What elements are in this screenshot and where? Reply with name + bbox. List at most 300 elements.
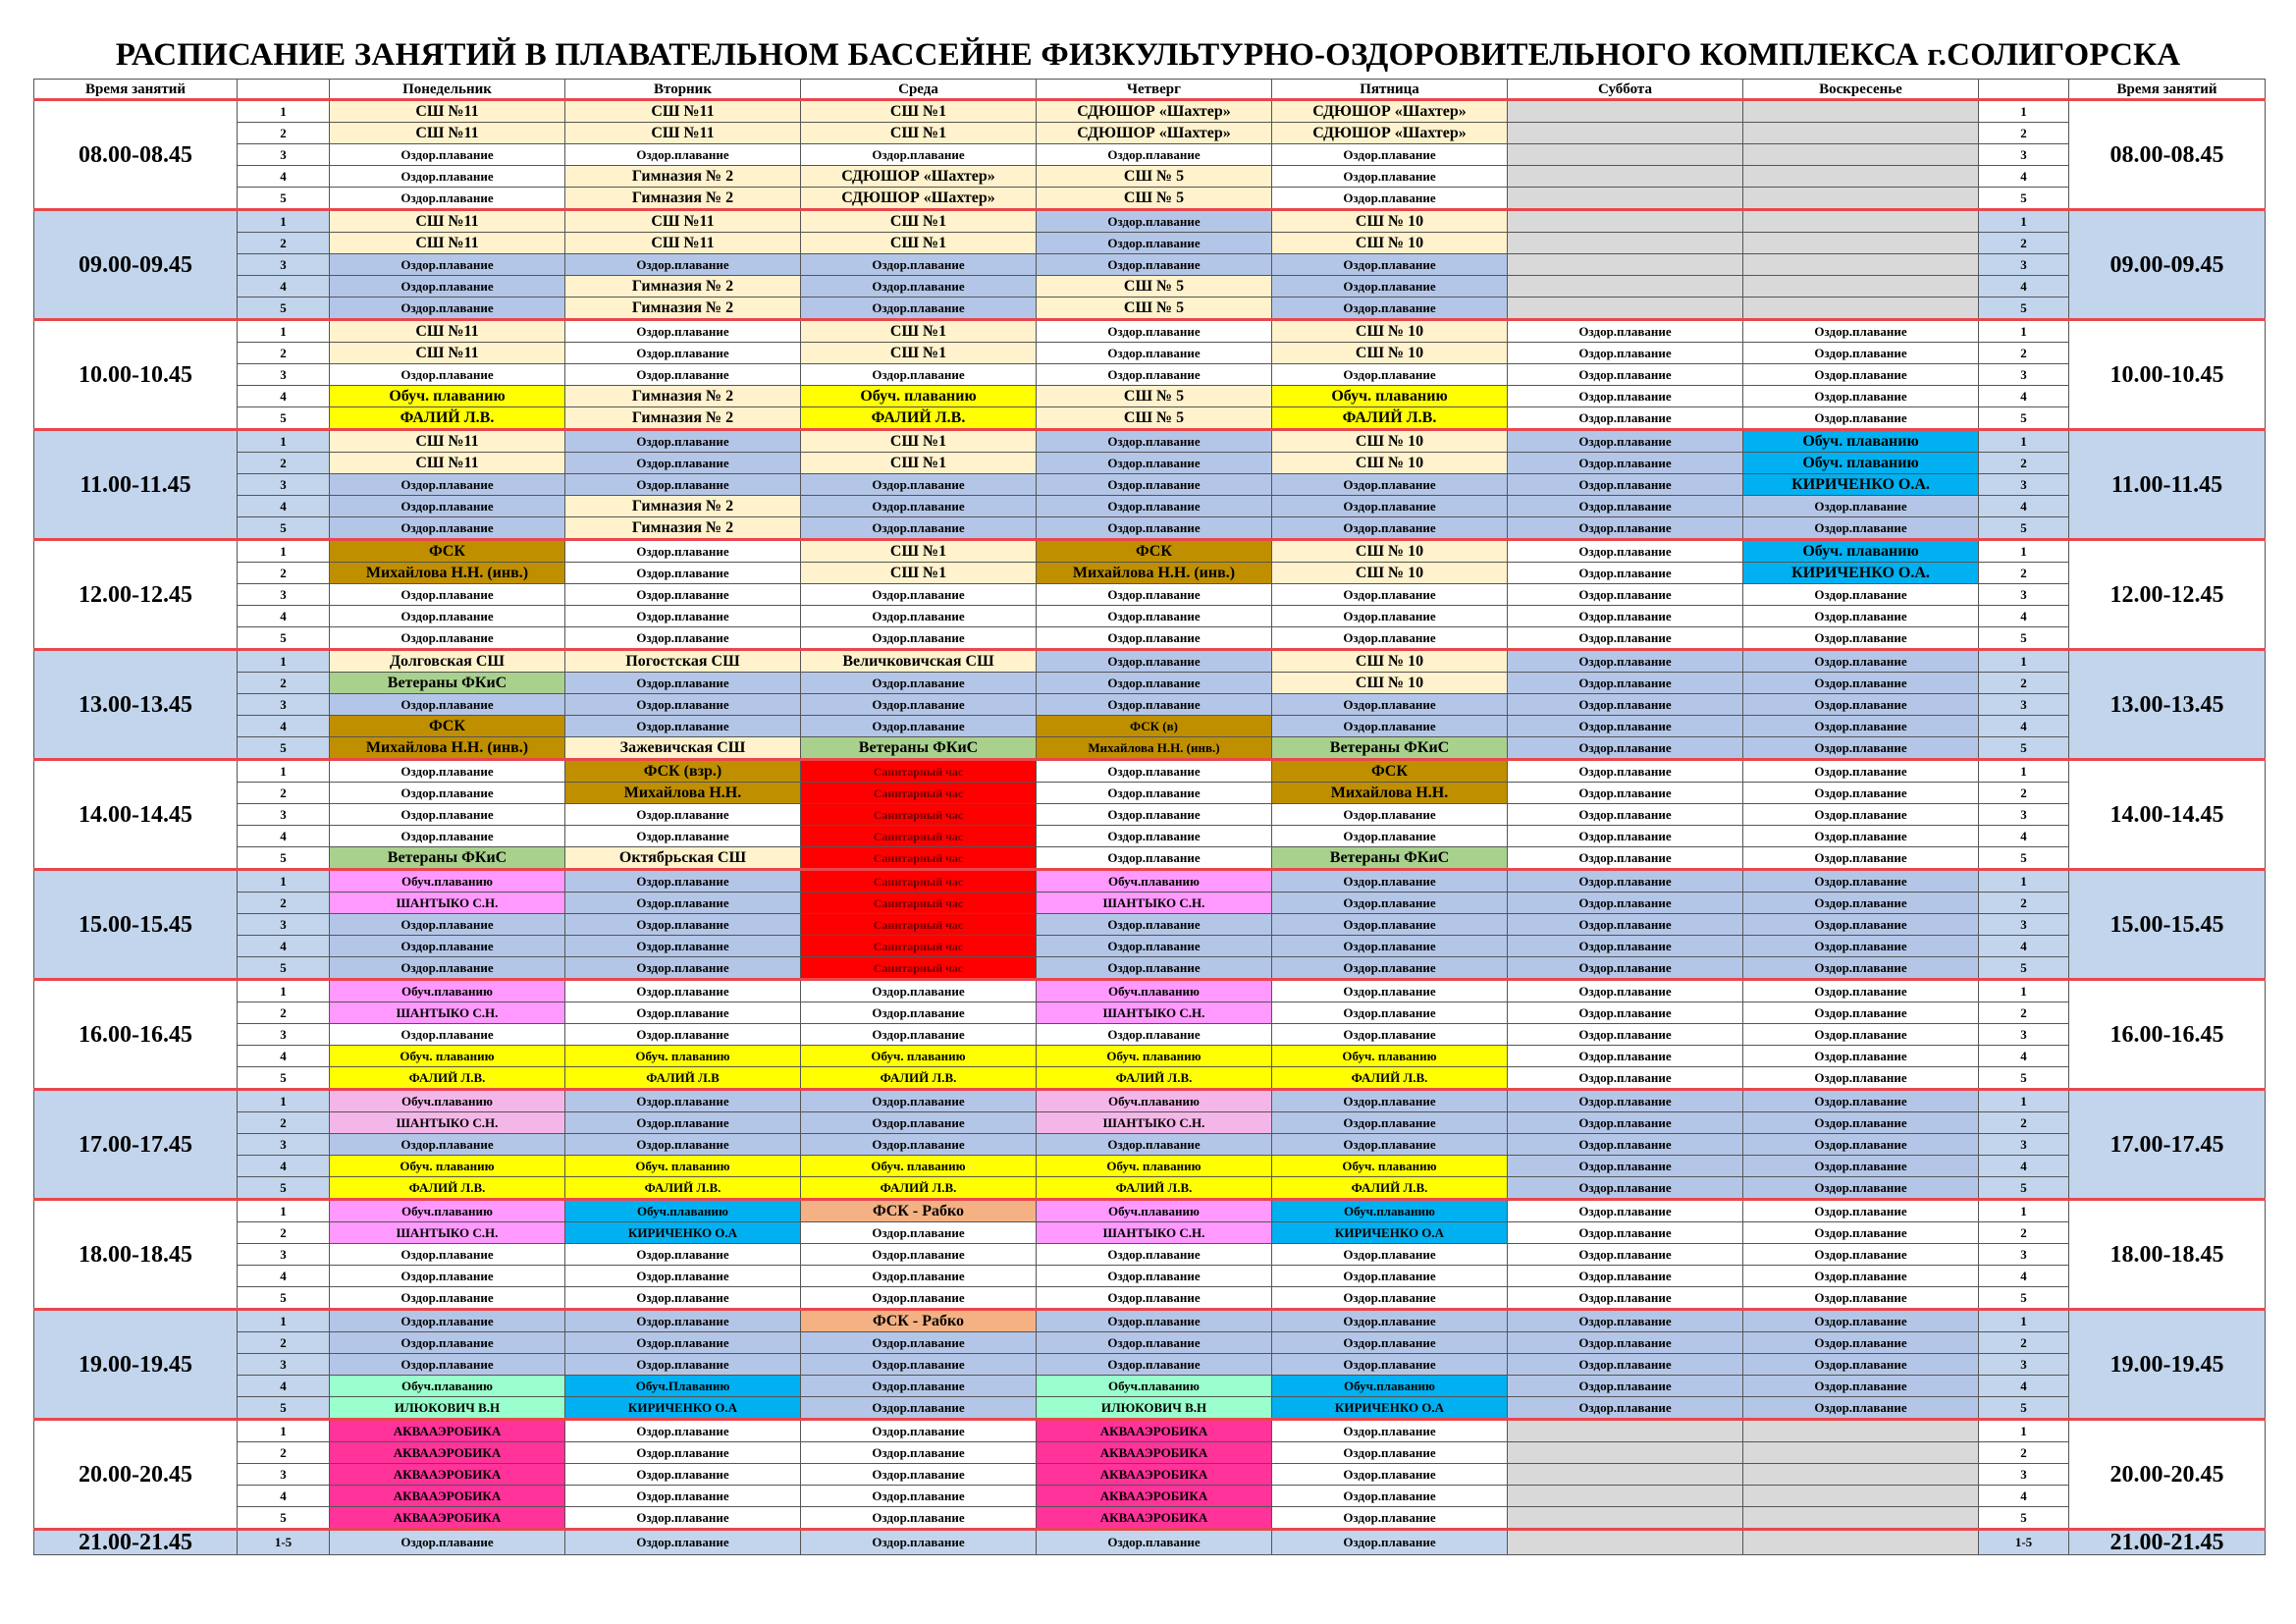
lane-number-left: 1 <box>238 320 330 343</box>
session-cell-saturday: Оздор.плавание <box>1508 517 1743 540</box>
session-cell-thursday: Оздор.плавание <box>1037 453 1272 474</box>
lane-number-right: 2 <box>1979 1442 2069 1464</box>
session-cell-friday: ФАЛИЙ Л.В. <box>1272 1067 1508 1090</box>
session-cell-friday: КИРИЧЕНКО О.А <box>1272 1222 1508 1244</box>
lane-number-left: 5 <box>238 957 330 980</box>
session-cell-thursday: СШ № 5 <box>1037 188 1272 210</box>
session-cell-tuesday: Оздор.плавание <box>565 320 801 343</box>
session-cell-saturday <box>1508 1442 1743 1464</box>
session-cell-thursday: Оздор.плавание <box>1037 320 1272 343</box>
session-cell-friday: ФАЛИЙ Л.В. <box>1272 1177 1508 1200</box>
session-cell-saturday: Оздор.плавание <box>1508 1354 1743 1376</box>
session-cell-friday: Оздор.плавание <box>1272 188 1508 210</box>
lane-number-right: 3 <box>1979 144 2069 166</box>
session-cell-wednesday: СДЮШОР «Шахтер» <box>801 188 1037 210</box>
session-cell-wednesday: Оздор.плавание <box>801 1420 1037 1442</box>
lane-number-right: 1 <box>1979 100 2069 123</box>
schedule-row <box>34 650 2266 673</box>
session-cell-sunday: Оздор.плавание <box>1743 627 1979 650</box>
lane-number-right: 5 <box>1979 188 2069 210</box>
session-cell-sunday: Оздор.плавание <box>1743 826 1979 847</box>
session-cell-thursday: АКВААЭРОБИКА <box>1037 1442 1272 1464</box>
session-cell-friday: Оздор.плавание <box>1272 694 1508 716</box>
session-cell-monday: Оздор.плавание <box>330 1332 565 1354</box>
session-cell-sunday: Оздор.плавание <box>1743 320 1979 343</box>
session-cell-tuesday: Оздор.плавание <box>565 957 801 980</box>
lane-number-left: 4 <box>238 826 330 847</box>
session-cell-tuesday: Оздор.плавание <box>565 254 801 276</box>
lane-number-left: 1 <box>238 430 330 453</box>
session-cell-friday: Оздор.плавание <box>1272 1420 1508 1442</box>
session-cell-sunday: Оздор.плавание <box>1743 1046 1979 1067</box>
session-cell-wednesday: ФСК - Рабко <box>801 1200 1037 1222</box>
session-cell-saturday: Оздор.плавание <box>1508 914 1743 936</box>
session-cell-sunday <box>1743 188 1979 210</box>
lane-number-right: 3 <box>1979 914 2069 936</box>
session-cell-saturday: Оздор.плавание <box>1508 847 1743 870</box>
session-cell-friday: Ветераны ФКиС <box>1272 737 1508 760</box>
session-cell-friday: СШ № 10 <box>1272 320 1508 343</box>
session-cell-saturday: Оздор.плавание <box>1508 606 1743 627</box>
session-cell-wednesday: Санитарный час <box>801 847 1037 870</box>
day-header-sunday: Воскресенье <box>1743 80 1979 100</box>
session-cell-monday: Ветераны ФКиС <box>330 673 565 694</box>
session-cell-monday: СШ №11 <box>330 453 565 474</box>
session-cell-monday: СШ №11 <box>330 343 565 364</box>
session-cell-monday: АКВААЭРОБИКА <box>330 1420 565 1442</box>
session-cell-saturday: Оздор.плавание <box>1508 474 1743 496</box>
session-cell-sunday: Оздор.плавание <box>1743 364 1979 386</box>
time-slot-left: 13.00-13.45 <box>34 650 238 760</box>
session-cell-thursday: Оздор.плавание <box>1037 783 1272 804</box>
session-cell-wednesday: Ветераны ФКиС <box>801 737 1037 760</box>
session-cell-tuesday: Оздор.плавание <box>565 430 801 453</box>
lane-number-right: 1 <box>1979 760 2069 783</box>
schedule-row <box>34 760 2266 783</box>
lane-number-left: 3 <box>238 1354 330 1376</box>
session-cell-tuesday: Октябрьская СШ <box>565 847 801 870</box>
session-cell-sunday: Оздор.плавание <box>1743 1222 1979 1244</box>
lane-number-right: 5 <box>1979 407 2069 430</box>
session-cell-saturday <box>1508 144 1743 166</box>
lane-number-left: 5 <box>238 1177 330 1200</box>
session-cell-tuesday: Оздор.плавание <box>565 673 801 694</box>
session-cell-tuesday: Оздор.плавание <box>565 1420 801 1442</box>
schedule-row <box>34 737 2266 760</box>
session-cell-thursday: Оздор.плавание <box>1037 430 1272 453</box>
session-cell-thursday: АКВААЭРОБИКА <box>1037 1486 1272 1507</box>
session-cell-wednesday: Оздор.плавание <box>801 1287 1037 1310</box>
session-cell-monday: АКВААЭРОБИКА <box>330 1507 565 1530</box>
lane-number-left: 4 <box>238 1376 330 1397</box>
session-cell-saturday: Оздор.плавание <box>1508 430 1743 453</box>
session-cell-wednesday: Оздор.плавание <box>801 584 1037 606</box>
session-cell-saturday: Оздор.плавание <box>1508 1090 1743 1112</box>
session-cell-thursday: СШ № 5 <box>1037 386 1272 407</box>
time-slot-right: 10.00-10.45 <box>2069 320 2266 430</box>
lane-number-left: 2 <box>238 453 330 474</box>
schedule-row <box>34 343 2266 364</box>
session-cell-saturday <box>1508 123 1743 144</box>
session-cell-monday: Оздор.плавание <box>330 936 565 957</box>
session-cell-thursday: Оздор.плавание <box>1037 210 1272 233</box>
schedule-row <box>34 1244 2266 1266</box>
session-cell-saturday: Оздор.плавание <box>1508 826 1743 847</box>
time-slot-left: 21.00-21.45 <box>34 1530 238 1555</box>
session-cell-wednesday: Оздор.плавание <box>801 1354 1037 1376</box>
schedule-row <box>34 474 2266 496</box>
session-cell-tuesday: Оздор.плавание <box>565 540 801 563</box>
schedule-row <box>34 1200 2266 1222</box>
session-cell-thursday: Обуч.плаванию <box>1037 980 1272 1002</box>
session-cell-thursday: СШ № 5 <box>1037 166 1272 188</box>
session-cell-tuesday: Обуч.Плаванию <box>565 1376 801 1397</box>
session-cell-friday: Оздор.плавание <box>1272 870 1508 893</box>
schedule-row <box>34 123 2266 144</box>
session-cell-thursday: ИЛЮКОВИЧ В.Н <box>1037 1397 1272 1420</box>
session-cell-saturday <box>1508 254 1743 276</box>
session-cell-monday: Оздор.плавание <box>330 298 565 320</box>
session-cell-monday: Оздор.плавание <box>330 496 565 517</box>
lane-number-left: 3 <box>238 474 330 496</box>
header-row <box>34 80 2266 100</box>
session-cell-thursday: ШАНТЫКО С.Н. <box>1037 1222 1272 1244</box>
session-cell-thursday: Обуч.плаванию <box>1037 1090 1272 1112</box>
session-cell-wednesday: Оздор.плавание <box>801 496 1037 517</box>
session-cell-tuesday: Оздор.плавание <box>565 826 801 847</box>
session-cell-saturday: Оздор.плавание <box>1508 563 1743 584</box>
session-cell-wednesday: ФСК - Рабко <box>801 1310 1037 1332</box>
lane-number-right: 1 <box>1979 540 2069 563</box>
session-cell-sunday: Оздор.плавание <box>1743 496 1979 517</box>
time-slot-left: 17.00-17.45 <box>34 1090 238 1200</box>
schedule-row <box>34 1002 2266 1024</box>
schedule-row <box>34 144 2266 166</box>
lane-number-left: 4 <box>238 606 330 627</box>
schedule-row <box>34 1287 2266 1310</box>
session-cell-sunday <box>1743 1442 1979 1464</box>
session-cell-friday: Оздор.плавание <box>1272 276 1508 298</box>
lane-number-right: 1 <box>1979 1200 2069 1222</box>
lane-number-right: 3 <box>1979 1244 2069 1266</box>
schedule-row <box>34 1486 2266 1507</box>
session-cell-friday: Оздор.плавание <box>1272 1354 1508 1376</box>
session-cell-wednesday: Санитарный час <box>801 936 1037 957</box>
session-cell-wednesday: Оздор.плавание <box>801 1376 1037 1397</box>
session-cell-sunday <box>1743 144 1979 166</box>
session-cell-monday: Оздор.плавание <box>330 1354 565 1376</box>
session-cell-thursday: Оздор.плавание <box>1037 847 1272 870</box>
session-cell-friday: Оздор.плавание <box>1272 1134 1508 1156</box>
session-cell-wednesday: Оздор.плавание <box>801 980 1037 1002</box>
lane-number-right: 4 <box>1979 276 2069 298</box>
session-cell-monday: Обуч. плаванию <box>330 386 565 407</box>
session-cell-thursday: Обуч. плаванию <box>1037 1156 1272 1177</box>
session-cell-thursday: Оздор.плавание <box>1037 914 1272 936</box>
session-cell-wednesday: Оздор.плавание <box>801 1464 1037 1486</box>
lane-number-left: 2 <box>238 233 330 254</box>
session-cell-tuesday: Погостская СШ <box>565 650 801 673</box>
session-cell-wednesday: Оздор.плавание <box>801 298 1037 320</box>
session-cell-saturday: Оздор.плавание <box>1508 1376 1743 1397</box>
session-cell-thursday: Оздор.плавание <box>1037 584 1272 606</box>
schedule-row <box>34 1177 2266 1200</box>
session-cell-saturday: Оздор.плавание <box>1508 1266 1743 1287</box>
session-cell-sunday <box>1743 1530 1979 1555</box>
schedule-row <box>34 1354 2266 1376</box>
session-cell-thursday: Оздор.плавание <box>1037 1266 1272 1287</box>
lane-number-right: 5 <box>1979 517 2069 540</box>
session-cell-saturday: Оздор.плавание <box>1508 364 1743 386</box>
lane-number-left: 3 <box>238 914 330 936</box>
session-cell-friday: Оздор.плавание <box>1272 1244 1508 1266</box>
schedule-row <box>34 847 2266 870</box>
session-cell-sunday: Обуч. плаванию <box>1743 540 1979 563</box>
session-cell-saturday: Оздор.плавание <box>1508 1002 1743 1024</box>
session-cell-tuesday: СШ №11 <box>565 123 801 144</box>
session-cell-sunday: Оздор.плавание <box>1743 957 1979 980</box>
session-cell-monday: Оздор.плавание <box>330 760 565 783</box>
session-cell-wednesday: Санитарный час <box>801 893 1037 914</box>
session-cell-friday: Оздор.плавание <box>1272 298 1508 320</box>
page-title: РАСПИСАНИЕ ЗАНЯТИЙ В ПЛАВАТЕЛЬНОМ БАССЕЙНЕ ФИЗКУЛЬТУРНО-ОЗДОРОВИТЕЛЬНОГО КОМПЛЕКСА г.СОЛИГОРСКА <box>115 37 2181 73</box>
lane-number-left: 3 <box>238 364 330 386</box>
session-cell-sunday: Оздор.плавание <box>1743 673 1979 694</box>
lane-number-left: 5 <box>238 188 330 210</box>
schedule-row <box>34 870 2266 893</box>
session-cell-friday: Оздор.плавание <box>1272 716 1508 737</box>
session-cell-wednesday: СШ №1 <box>801 430 1037 453</box>
session-cell-sunday: Оздор.плавание <box>1743 1397 1979 1420</box>
session-cell-thursday: Обуч.плаванию <box>1037 870 1272 893</box>
session-cell-wednesday: Санитарный час <box>801 804 1037 826</box>
session-cell-thursday: Оздор.плавание <box>1037 1134 1272 1156</box>
session-cell-friday: Обуч.плаванию <box>1272 1200 1508 1222</box>
lane-number-right: 5 <box>1979 957 2069 980</box>
schedule-row <box>34 1310 2266 1332</box>
session-cell-thursday: Оздор.плавание <box>1037 517 1272 540</box>
session-cell-wednesday: СШ №1 <box>801 123 1037 144</box>
session-cell-wednesday: СШ №1 <box>801 320 1037 343</box>
lane-number-right: 4 <box>1979 826 2069 847</box>
session-cell-thursday: ФСК <box>1037 540 1272 563</box>
session-cell-friday: Оздор.плавание <box>1272 893 1508 914</box>
session-cell-thursday: Оздор.плавание <box>1037 1530 1272 1555</box>
session-cell-thursday: Оздор.плавание <box>1037 254 1272 276</box>
lane-number-left: 5 <box>238 627 330 650</box>
session-cell-sunday: Оздор.плавание <box>1743 1002 1979 1024</box>
session-cell-wednesday: Оздор.плавание <box>801 1266 1037 1287</box>
session-cell-monday: ФАЛИЙ Л.В. <box>330 1177 565 1200</box>
session-cell-saturday: Оздор.плавание <box>1508 673 1743 694</box>
schedule-row <box>34 540 2266 563</box>
session-cell-tuesday: Оздор.плавание <box>565 1112 801 1134</box>
lane-header-right <box>1979 80 2069 100</box>
session-cell-monday: ФАЛИЙ Л.В. <box>330 1067 565 1090</box>
lane-number-left: 1 <box>238 540 330 563</box>
session-cell-monday: Оздор.плавание <box>330 1530 565 1555</box>
schedule-row <box>34 1024 2266 1046</box>
schedule-table <box>33 79 2266 1555</box>
session-cell-friday: Оздор.плавание <box>1272 804 1508 826</box>
session-cell-monday: Оздор.плавание <box>330 584 565 606</box>
session-cell-thursday: Оздор.плавание <box>1037 496 1272 517</box>
session-cell-thursday: Оздор.плавание <box>1037 1354 1272 1376</box>
session-cell-friday: Оздор.плавание <box>1272 936 1508 957</box>
session-cell-wednesday: Оздор.плавание <box>801 517 1037 540</box>
session-cell-saturday: Оздор.плавание <box>1508 760 1743 783</box>
session-cell-thursday: Михайлова Н.Н. (инв.) <box>1037 563 1272 584</box>
time-slot-right: 13.00-13.45 <box>2069 650 2266 760</box>
session-cell-sunday: Оздор.плавание <box>1743 1090 1979 1112</box>
lane-number-right: 1 <box>1979 980 2069 1002</box>
session-cell-wednesday: СШ №1 <box>801 540 1037 563</box>
session-cell-monday: ШАНТЫКО С.Н. <box>330 1112 565 1134</box>
session-cell-saturday <box>1508 188 1743 210</box>
session-cell-sunday: КИРИЧЕНКО О.А. <box>1743 474 1979 496</box>
schedule-row <box>34 936 2266 957</box>
session-cell-thursday: Оздор.плавание <box>1037 474 1272 496</box>
schedule-row <box>34 254 2266 276</box>
schedule-row <box>34 694 2266 716</box>
session-cell-sunday: Оздор.плавание <box>1743 980 1979 1002</box>
lane-number-right: 4 <box>1979 386 2069 407</box>
session-cell-monday: Оздор.плавание <box>330 254 565 276</box>
session-cell-wednesday: Оздор.плавание <box>801 364 1037 386</box>
time-slot-right: 08.00-08.45 <box>2069 100 2266 210</box>
session-cell-sunday: Оздор.плавание <box>1743 1354 1979 1376</box>
session-cell-tuesday: Гимназия № 2 <box>565 407 801 430</box>
session-cell-friday: Оздор.плавание <box>1272 496 1508 517</box>
session-cell-thursday: Оздор.плавание <box>1037 1332 1272 1354</box>
session-cell-saturday: Оздор.плавание <box>1508 1024 1743 1046</box>
session-cell-thursday: СДЮШОР «Шахтер» <box>1037 123 1272 144</box>
time-slot-left: 20.00-20.45 <box>34 1420 238 1530</box>
session-cell-sunday: Оздор.плавание <box>1743 870 1979 893</box>
session-cell-friday: Оздор.плавание <box>1272 166 1508 188</box>
lane-number-right: 5 <box>1979 1067 2069 1090</box>
session-cell-saturday: Оздор.плавание <box>1508 980 1743 1002</box>
session-cell-wednesday: Оздор.плавание <box>801 1112 1037 1134</box>
session-cell-tuesday: ФСК (взр.) <box>565 760 801 783</box>
session-cell-saturday: Оздор.плавание <box>1508 893 1743 914</box>
schedule-row <box>34 1376 2266 1397</box>
day-header-wednesday: Среда <box>801 80 1037 100</box>
session-cell-sunday: Обуч. плаванию <box>1743 453 1979 474</box>
schedule-row <box>34 233 2266 254</box>
lane-number-right: 5 <box>1979 847 2069 870</box>
time-slot-left: 18.00-18.45 <box>34 1200 238 1310</box>
session-cell-wednesday: СШ №1 <box>801 210 1037 233</box>
session-cell-tuesday: Обуч.плаванию <box>565 1200 801 1222</box>
session-cell-tuesday: Оздор.плавание <box>565 1266 801 1287</box>
session-cell-wednesday: Оздор.плавание <box>801 1222 1037 1244</box>
session-cell-thursday: ШАНТЫКО С.Н. <box>1037 893 1272 914</box>
session-cell-sunday: Оздор.плавание <box>1743 1024 1979 1046</box>
session-cell-sunday <box>1743 1486 1979 1507</box>
lane-number-left: 3 <box>238 1024 330 1046</box>
session-cell-wednesday: СШ №1 <box>801 233 1037 254</box>
session-cell-wednesday: Оздор.плавание <box>801 1090 1037 1112</box>
session-cell-friday: Оздор.плавание <box>1272 1287 1508 1310</box>
lane-number-left: 5 <box>238 298 330 320</box>
lane-number-right: 1 <box>1979 1090 2069 1112</box>
session-cell-tuesday: Оздор.плавание <box>565 1090 801 1112</box>
session-cell-sunday: Оздор.плавание <box>1743 737 1979 760</box>
session-cell-tuesday: СШ №11 <box>565 100 801 123</box>
session-cell-friday: Оздор.плавание <box>1272 980 1508 1002</box>
day-header-friday: Пятница <box>1272 80 1508 100</box>
session-cell-thursday: Обуч.плаванию <box>1037 1376 1272 1397</box>
session-cell-sunday: Оздор.плавание <box>1743 1067 1979 1090</box>
session-cell-thursday: ШАНТЫКО С.Н. <box>1037 1112 1272 1134</box>
lane-number-left: 2 <box>238 1332 330 1354</box>
session-cell-monday: Оздор.плавание <box>330 1134 565 1156</box>
session-cell-tuesday: Оздор.плавание <box>565 870 801 893</box>
time-slot-left: 12.00-12.45 <box>34 540 238 650</box>
session-cell-tuesday: Оздор.плавание <box>565 804 801 826</box>
session-cell-thursday: СДЮШОР «Шахтер» <box>1037 100 1272 123</box>
lane-number-left: 3 <box>238 804 330 826</box>
session-cell-monday: Оздор.плавание <box>330 783 565 804</box>
session-cell-saturday: Оздор.плавание <box>1508 1244 1743 1266</box>
schedule-row <box>34 1420 2266 1442</box>
session-cell-wednesday: Оздор.плавание <box>801 1002 1037 1024</box>
lane-number-left: 3 <box>238 1244 330 1266</box>
session-cell-sunday: Оздор.плавание <box>1743 1287 1979 1310</box>
session-cell-friday: Оздор.плавание <box>1272 606 1508 627</box>
schedule-row <box>34 188 2266 210</box>
session-cell-tuesday: Оздор.плавание <box>565 1024 801 1046</box>
lane-number-right: 1 <box>1979 1420 2069 1442</box>
lane-number-left: 3 <box>238 144 330 166</box>
session-cell-thursday: АКВААЭРОБИКА <box>1037 1464 1272 1486</box>
session-cell-monday: СШ №11 <box>330 320 565 343</box>
lane-number-right: 5 <box>1979 1397 2069 1420</box>
session-cell-sunday: Оздор.плавание <box>1743 783 1979 804</box>
lane-number-left: 5 <box>238 737 330 760</box>
session-cell-wednesday: Санитарный час <box>801 914 1037 936</box>
session-cell-friday: Оздор.плавание <box>1272 1024 1508 1046</box>
session-cell-tuesday: ФАЛИЙ Л.В. <box>565 1177 801 1200</box>
lane-number-left: 1 <box>238 650 330 673</box>
schedule-row <box>34 1112 2266 1134</box>
time-header-right: Время занятий <box>2069 80 2266 100</box>
schedule-row <box>34 100 2266 123</box>
lane-number-left: 2 <box>238 1442 330 1464</box>
lane-number-right: 4 <box>1979 1046 2069 1067</box>
session-cell-sunday <box>1743 254 1979 276</box>
session-cell-wednesday: Оздор.плавание <box>801 606 1037 627</box>
session-cell-saturday <box>1508 1420 1743 1442</box>
session-cell-friday: Оздор.плавание <box>1272 1310 1508 1332</box>
session-cell-wednesday: Санитарный час <box>801 783 1037 804</box>
session-cell-thursday: Михайлова Н.Н. (инв.) <box>1037 737 1272 760</box>
session-cell-friday: Оздор.плавание <box>1272 1464 1508 1486</box>
session-cell-friday: Оздор.плавание <box>1272 1507 1508 1530</box>
session-cell-tuesday: Оздор.плавание <box>565 1442 801 1464</box>
session-cell-sunday <box>1743 210 1979 233</box>
session-cell-friday: Оздор.плавание <box>1272 826 1508 847</box>
session-cell-thursday: Оздор.плавание <box>1037 694 1272 716</box>
session-cell-wednesday: Оздор.плавание <box>801 1486 1037 1507</box>
session-cell-tuesday: Оздор.плавание <box>565 453 801 474</box>
lane-number-left: 4 <box>238 166 330 188</box>
schedule-row <box>34 627 2266 650</box>
session-cell-thursday: Оздор.плавание <box>1037 826 1272 847</box>
session-cell-saturday: Оздор.плавание <box>1508 584 1743 606</box>
session-cell-sunday: Оздор.плавание <box>1743 386 1979 407</box>
